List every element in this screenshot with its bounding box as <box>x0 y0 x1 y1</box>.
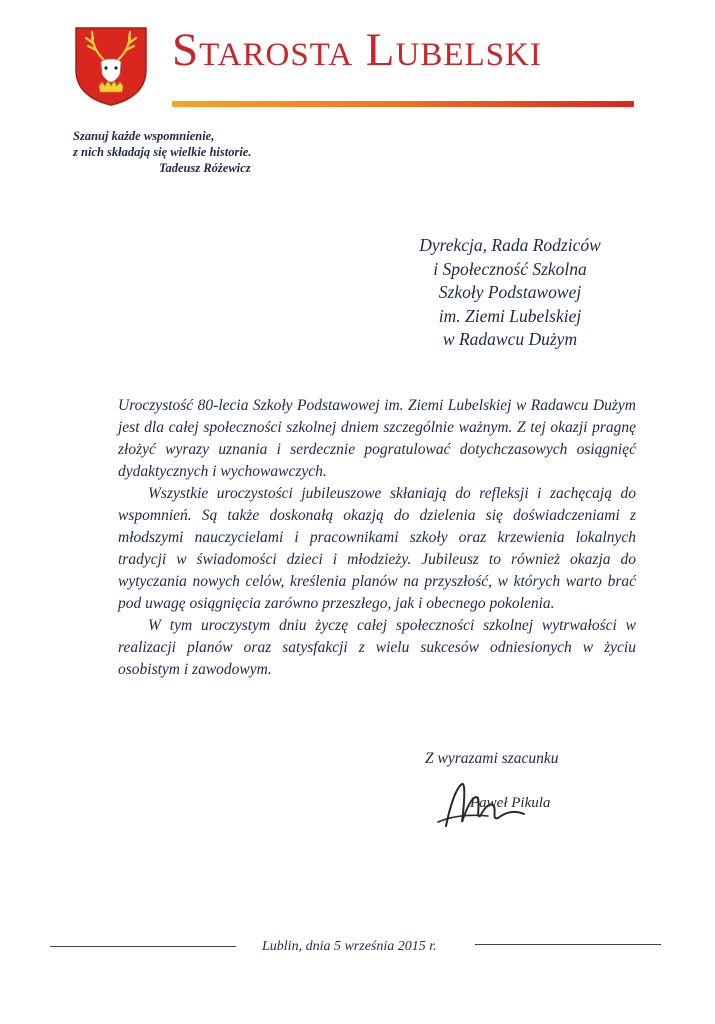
recipient-line: Dyrekcja, Rada Rodziców <box>419 235 601 255</box>
recipient-line: w Radawcu Dużym <box>442 329 578 349</box>
page-title: Starosta Lubelski <box>172 24 542 76</box>
footer-rule-left <box>50 946 236 947</box>
coat-of-arms-icon <box>74 26 148 106</box>
motto-quote <box>73 128 252 176</box>
motto-line: Szanuj każde wspomnienie, <box>73 129 215 143</box>
closing-salutation: Z wyrazami szacunku <box>425 750 559 767</box>
letter-body <box>118 395 636 681</box>
motto-line: z nich składają się wielkie historie. <box>73 145 252 159</box>
recipient-line: im. Ziemi Lubelskiej <box>438 305 582 326</box>
body-paragraph: Uroczystość 80-lecia Szkoły Podstawowej im. Ziemi Lubelskiej w Radawcu Dużym jest dla całej społeczności szkolnej dniem szczególnie ważnym. Z tej okazji pragnę złożyć wyrazy uznania i serdecznie pogratulować dotychczasowych osiągnięć dydaktycznych i wychowawczych. <box>118 397 636 480</box>
motto-author: Tadeusz Różewicz <box>159 161 251 175</box>
recipient-line: i Społeczność Szkolna <box>433 258 587 279</box>
recipient-line: Szkoły Podstawowej <box>438 282 582 302</box>
recipient-address <box>380 234 640 352</box>
header-divider <box>172 101 634 107</box>
footer-rule-right <box>475 944 661 945</box>
place-date: Lublin, dnia 5 września 2015 r. <box>262 939 437 954</box>
body-paragraph: W tym uroczystym dniu życzę całej społeczności szkolnej wytrwałości w realizacji planów oraz satysfakcji z wielu sukcesów odniesionych w życiu osobistym i zawodowym. <box>118 617 636 678</box>
body-paragraph: Wszystkie uroczystości jubileuszowe skłaniają do refleksji i zachęcają do wspomnień. Są także doskonałą okazją do dzielenia się doświadczeniami z młodszymi nauczycielami i pracownikami szkoły oraz krzewienia lokalnych tradycji w świadomości dzieci i młodzieży. Jubileusz to również okazja do wytyczania nowych celów, kreślenia planów na przyszłość, w których warto brać pod uwagę osiągnięcia zarówno przeszłego, jak i obecnego pokolenia. <box>118 485 636 612</box>
signer-name: Paweł Pikula <box>470 795 551 811</box>
